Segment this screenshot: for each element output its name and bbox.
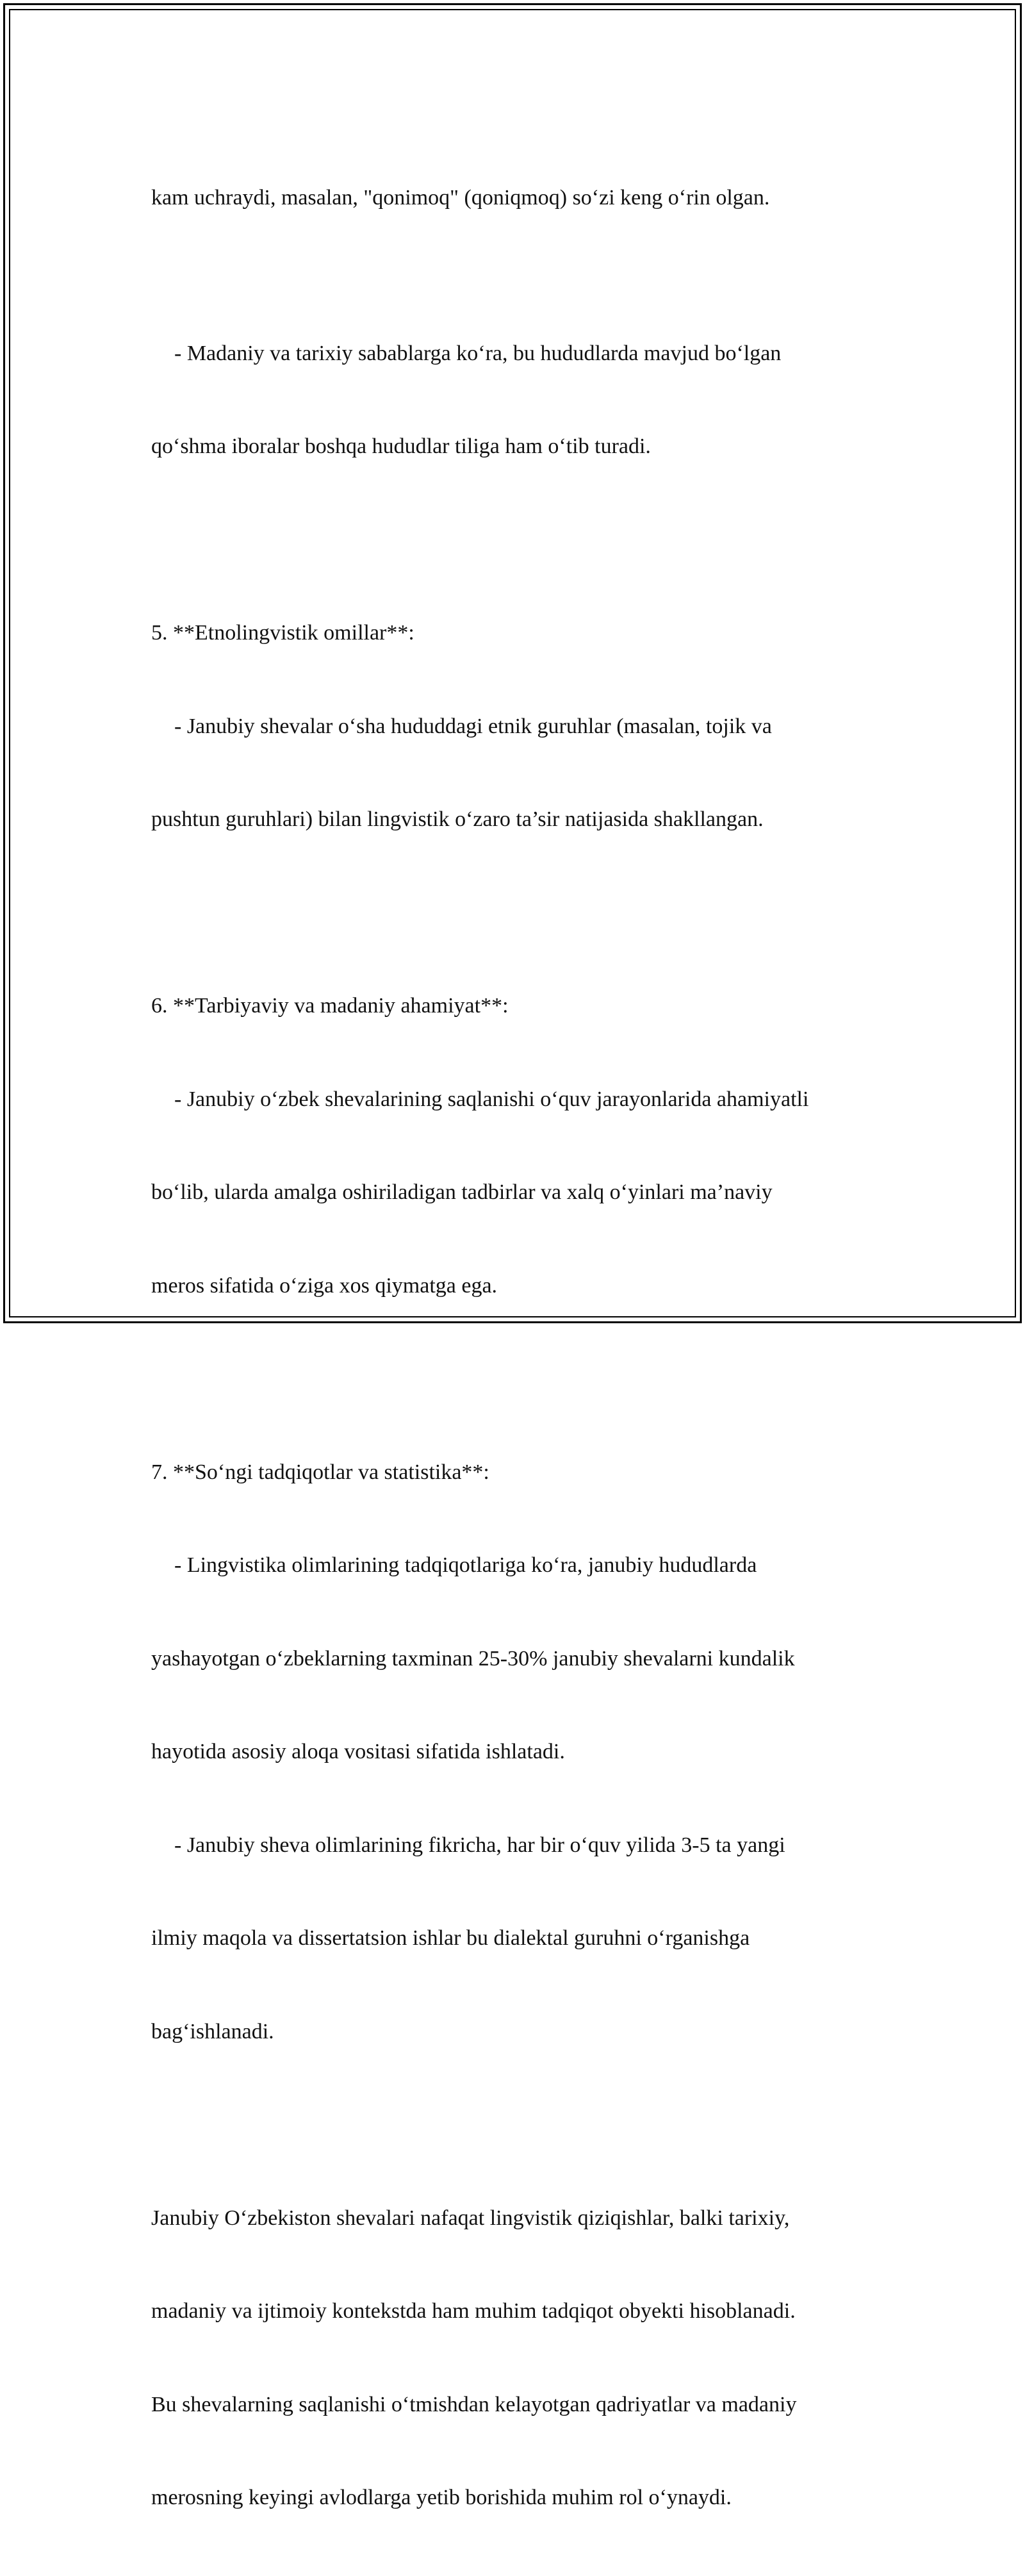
conclusion-paragraph <box>151 2141 875 2576</box>
text-line: meros sifatida o‘ziga xos qiymatga ega. <box>151 1273 498 1298</box>
paragraph-gap <box>151 2110 875 2141</box>
text-line: Bu shevalarning saqlanishi o‘tmishdan kelayotgan qadriyatlar va madaniy <box>151 2392 797 2416</box>
paragraph-gap <box>151 1364 875 1395</box>
text-line: pushtun guruhlari) bilan lingvistik o‘zaro ta’sir natijasida shakllangan. <box>151 807 764 831</box>
text-line: - Janubiy o‘zbek shevalarining saqlanishi o‘quv jarayonlarida ahamiyatli <box>174 1087 809 1111</box>
text-line: - Lingvistika olimlarining tadqiqotlariga ko‘ra, janubiy hududlarda <box>174 1553 757 1577</box>
text-line: qo‘shma iboralar boshqa hududlar tiliga ham o‘tib turadi. <box>151 434 651 458</box>
text-line: Janubiy O‘zbekiston shevalari nafaqat lingvistik qiziqishlar, balki tarixiy, <box>151 2206 790 2230</box>
section-6 <box>151 929 875 1364</box>
text-line: yashayotgan o‘zbeklarning taxminan 25-30% janubiy shevalarni kundalik <box>151 1646 795 1671</box>
text-line: merosning keyingi avlodlarga yetib borishida muhim rol o‘ynaydi. <box>151 2486 732 2509</box>
paragraph-gap <box>151 898 875 929</box>
section-heading: 6. **Tarbiyaviy va madaniy ahamiyat**: <box>151 994 509 1018</box>
text-line: ilmiy maqola va dissertatsion ishlar bu dialektal guruhni o‘rganishga <box>151 1926 750 1950</box>
section-heading: 7. **So‘ngi tadqiqotlar va statistika**: <box>151 1460 489 1484</box>
bullet-item <box>151 276 875 525</box>
text-line: bo‘lib, ularda amalga oshiriladigan tadbirlar va xalq o‘yinlari ma’naviy <box>151 1180 773 1204</box>
section-7 <box>151 1395 875 2110</box>
paragraph-continuation <box>151 120 875 276</box>
text-line: - Janubiy shevalar o‘sha hududdagi etnik guruhlar (masalan, tojik va <box>174 714 772 738</box>
section-heading: 5. **Etnolingvistik omillar**: <box>151 621 414 645</box>
text-line: bag‘ishlanadi. <box>151 2019 274 2043</box>
text-line: - Madaniy va tarixiy sabablarga ko‘ra, bu hududlarda mavjud bo‘lgan <box>174 341 782 365</box>
text-line: hayotida asosiy aloqa vositasi sifatida ishlatadi. <box>151 1740 565 1763</box>
text-line: madaniy va ijtimoiy kontekstda ham muhim tadqiqot obyekti hisoblanadi. <box>151 2299 796 2323</box>
text-line: - Janubiy sheva olimlarining fikricha, har bir o‘quv yilida 3-5 ta yangi <box>174 1833 785 1857</box>
document-body <box>151 120 875 2576</box>
text-line: kam uchraydi, masalan, "qonimoq" (qoniqmoq) so‘zi keng o‘rin olgan. <box>151 186 770 210</box>
section-5 <box>151 556 875 898</box>
paragraph-gap <box>151 525 875 556</box>
